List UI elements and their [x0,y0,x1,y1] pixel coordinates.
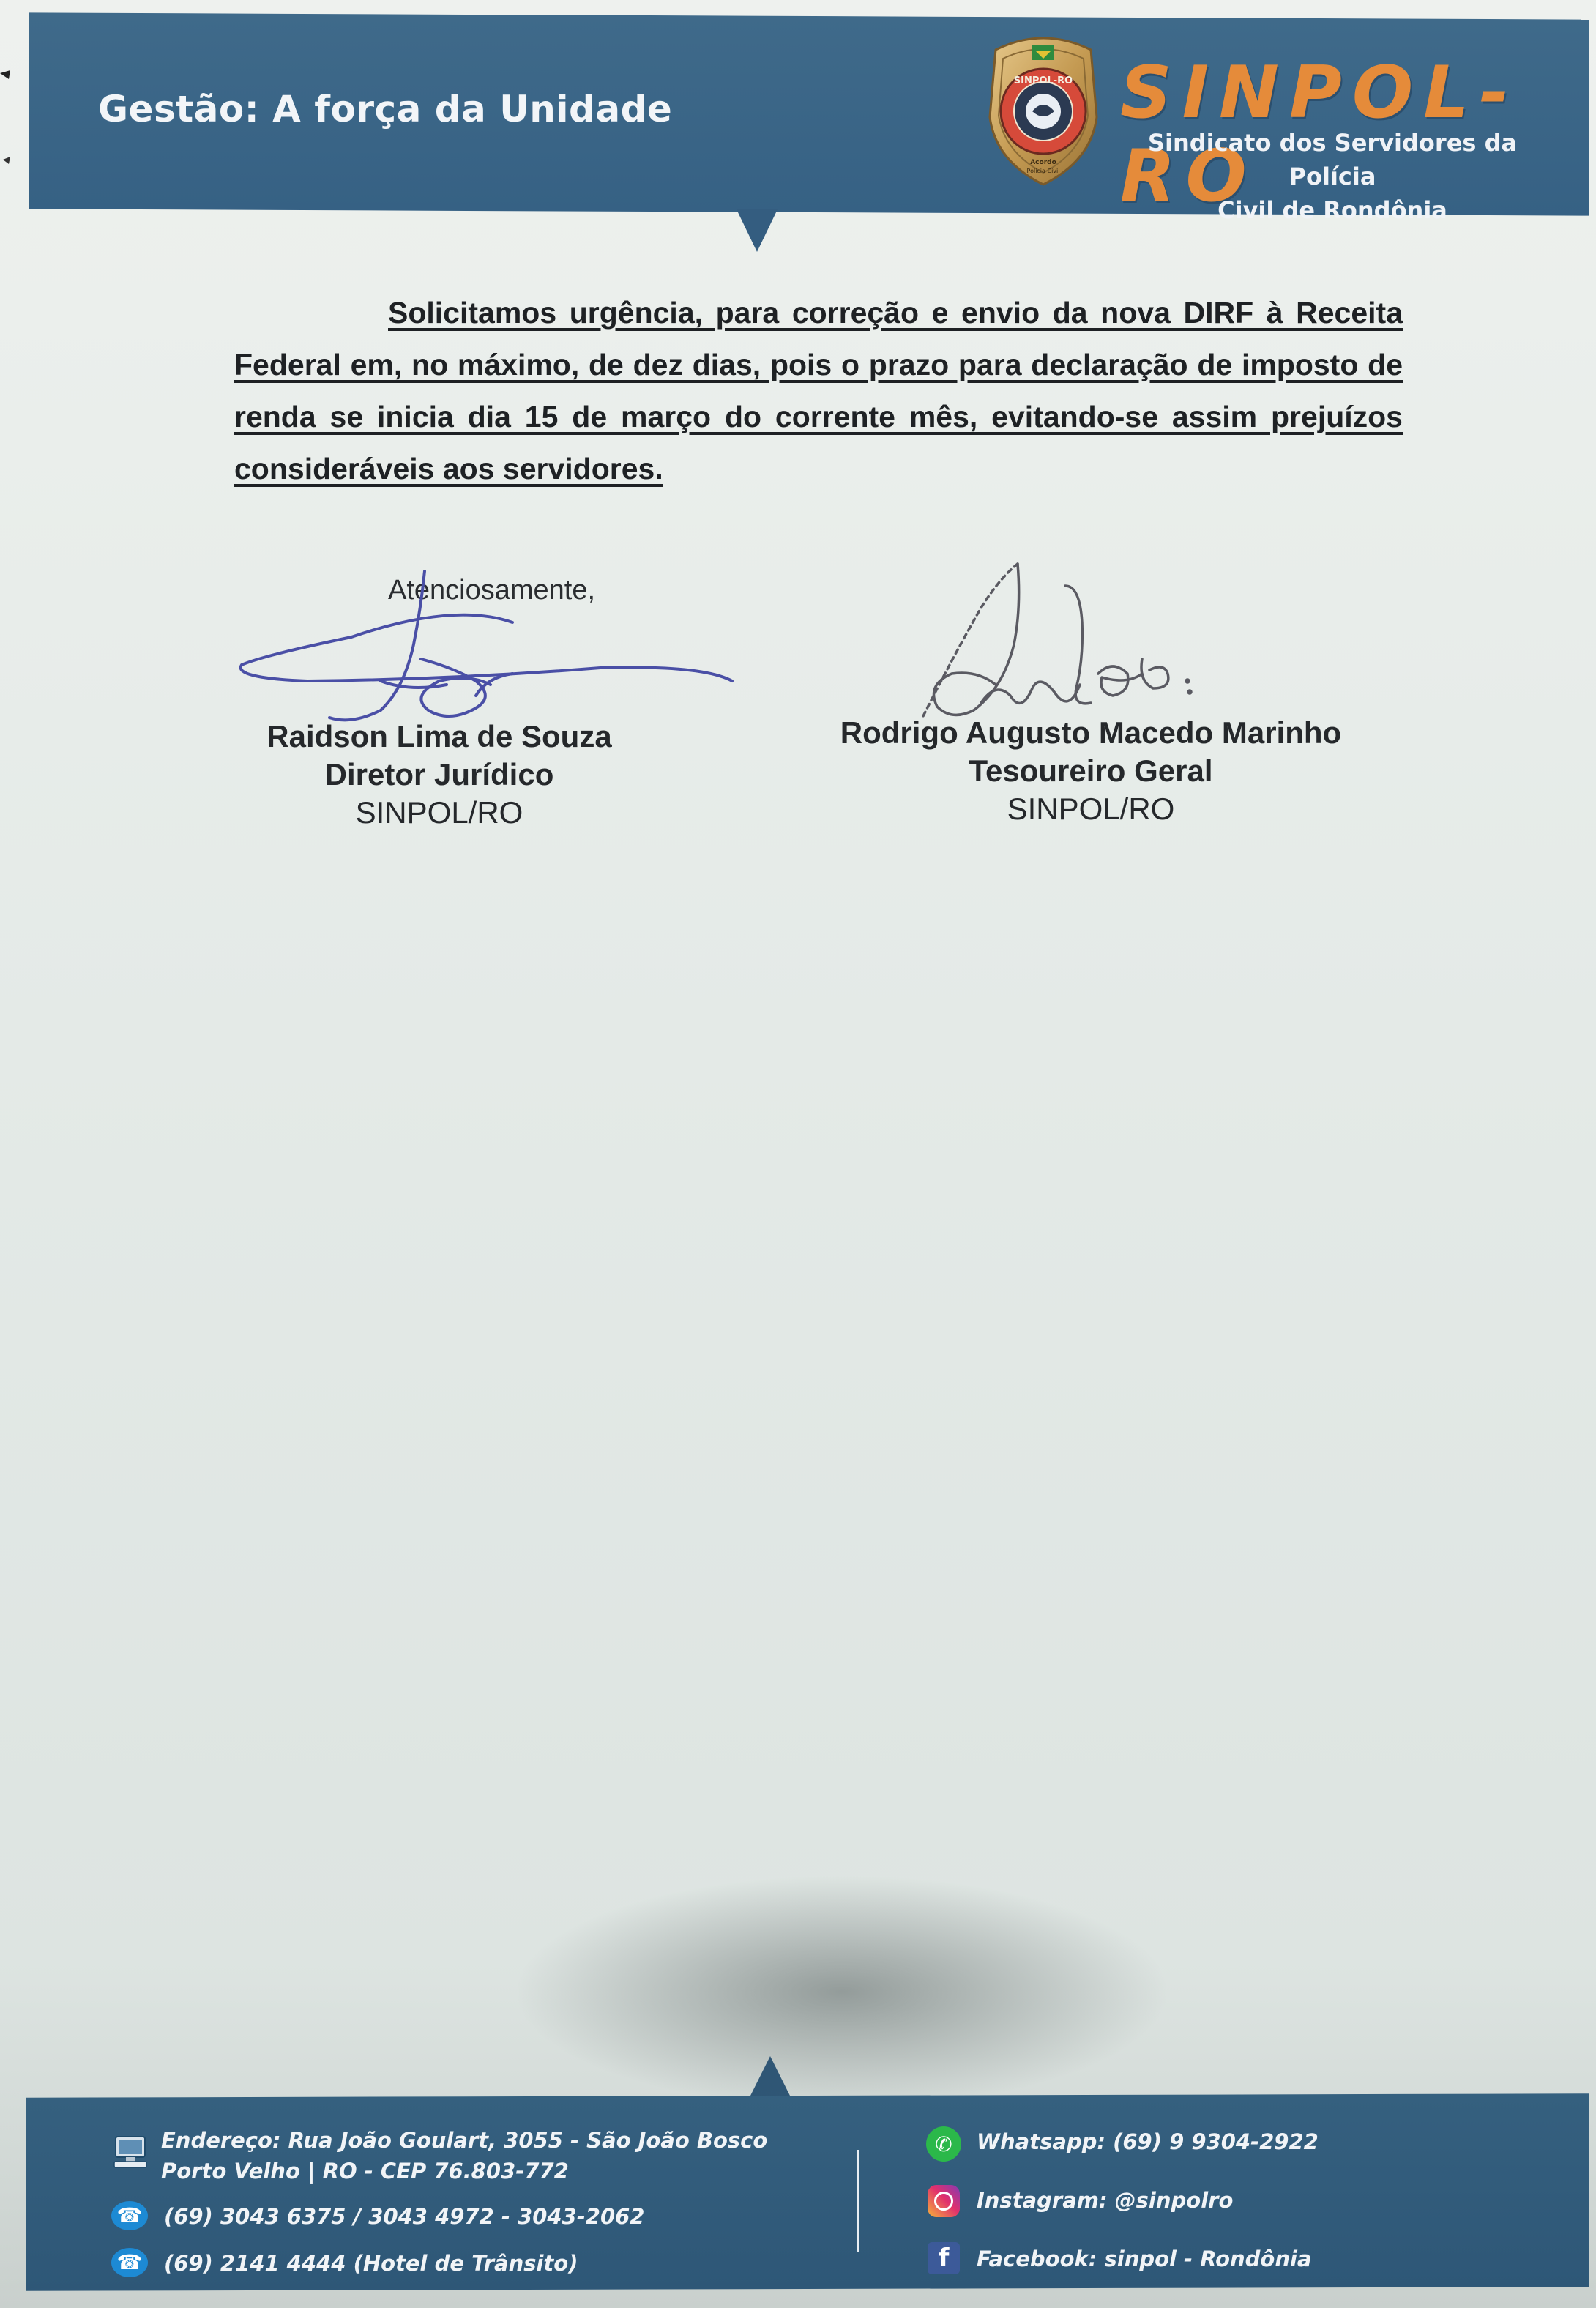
footer-notch [750,2056,791,2097]
letterhead-motto: Gestão: A força da Unidade [98,88,673,130]
paper-shadow [512,1875,1171,2109]
instagram-icon [928,2185,960,2217]
signatory-role: Diretor Jurídico [324,757,554,792]
phone-icon: ☎ [111,2201,148,2230]
signatory-right [798,714,1384,828]
footer-divider [857,2150,859,2252]
footer-whatsapp: Whatsapp: (69) 9 9304-2922 [977,2129,1319,2154]
brand-subtitle-line2: Civil de Rondônia [1217,196,1447,224]
signatory-name: Raidson Lima de Souza [266,719,612,753]
request-paragraph: Solicitamos urgência, para correção e envio da nova DIRF à Receita Federal em, no máximo, de dez dias, pois o prazo para declaração de imposto de renda se inicia dia 15 de março do corrente mês, evitando-se assim prejuízos consideráveis aos servidores. [234,296,1403,485]
svg-text:Acordo: Acordo [1030,159,1056,166]
svg-text:SINPOL-RO: SINPOL-RO [1013,75,1073,86]
svg-text:Polícia Civil: Polícia Civil [1026,168,1060,174]
footer-address-line1: Endereço: Rua João Goulart, 3055 - São João Bosco [161,2128,768,2153]
brand-name: SINPOL-RO [1120,51,1520,218]
brand-subtitle-line1: Sindicato dos Servidores da Polícia [1147,129,1518,190]
footer-phone-1: (69) 3043 6375 / 3043 4972 - 3043-2062 [164,2204,645,2229]
brand-subtitle [1127,126,1537,227]
footer-facebook: Facebook: sinpol - Rondônia [977,2246,1312,2271]
signatory-name: Rodrigo Augusto Macedo Marinho [840,715,1342,750]
closing-salutation: Atenciosamente, [388,575,596,606]
union-badge-icon [981,29,1105,190]
footer-instagram: Instagram: @sinpolro [977,2188,1234,2213]
facebook-icon: f [928,2242,960,2274]
letterhead-notch [737,209,778,252]
signatory-left [220,718,659,832]
signatory-org: SINPOL/RO [1007,792,1175,826]
computer-icon [111,2134,149,2170]
footer-phone-2: (69) 2141 4444 (Hotel de Trânsito) [164,2251,578,2276]
phone-icon: ☎ [111,2248,148,2277]
signatory-org: SINPOL/RO [355,795,523,830]
footer-address-line2: Porto Velho | RO - CEP 76.803-772 [161,2159,569,2184]
signatory-role: Tesoureiro Geral [969,753,1213,788]
whatsapp-icon: ✆ [926,2126,961,2162]
margin-marks [0,66,15,183]
